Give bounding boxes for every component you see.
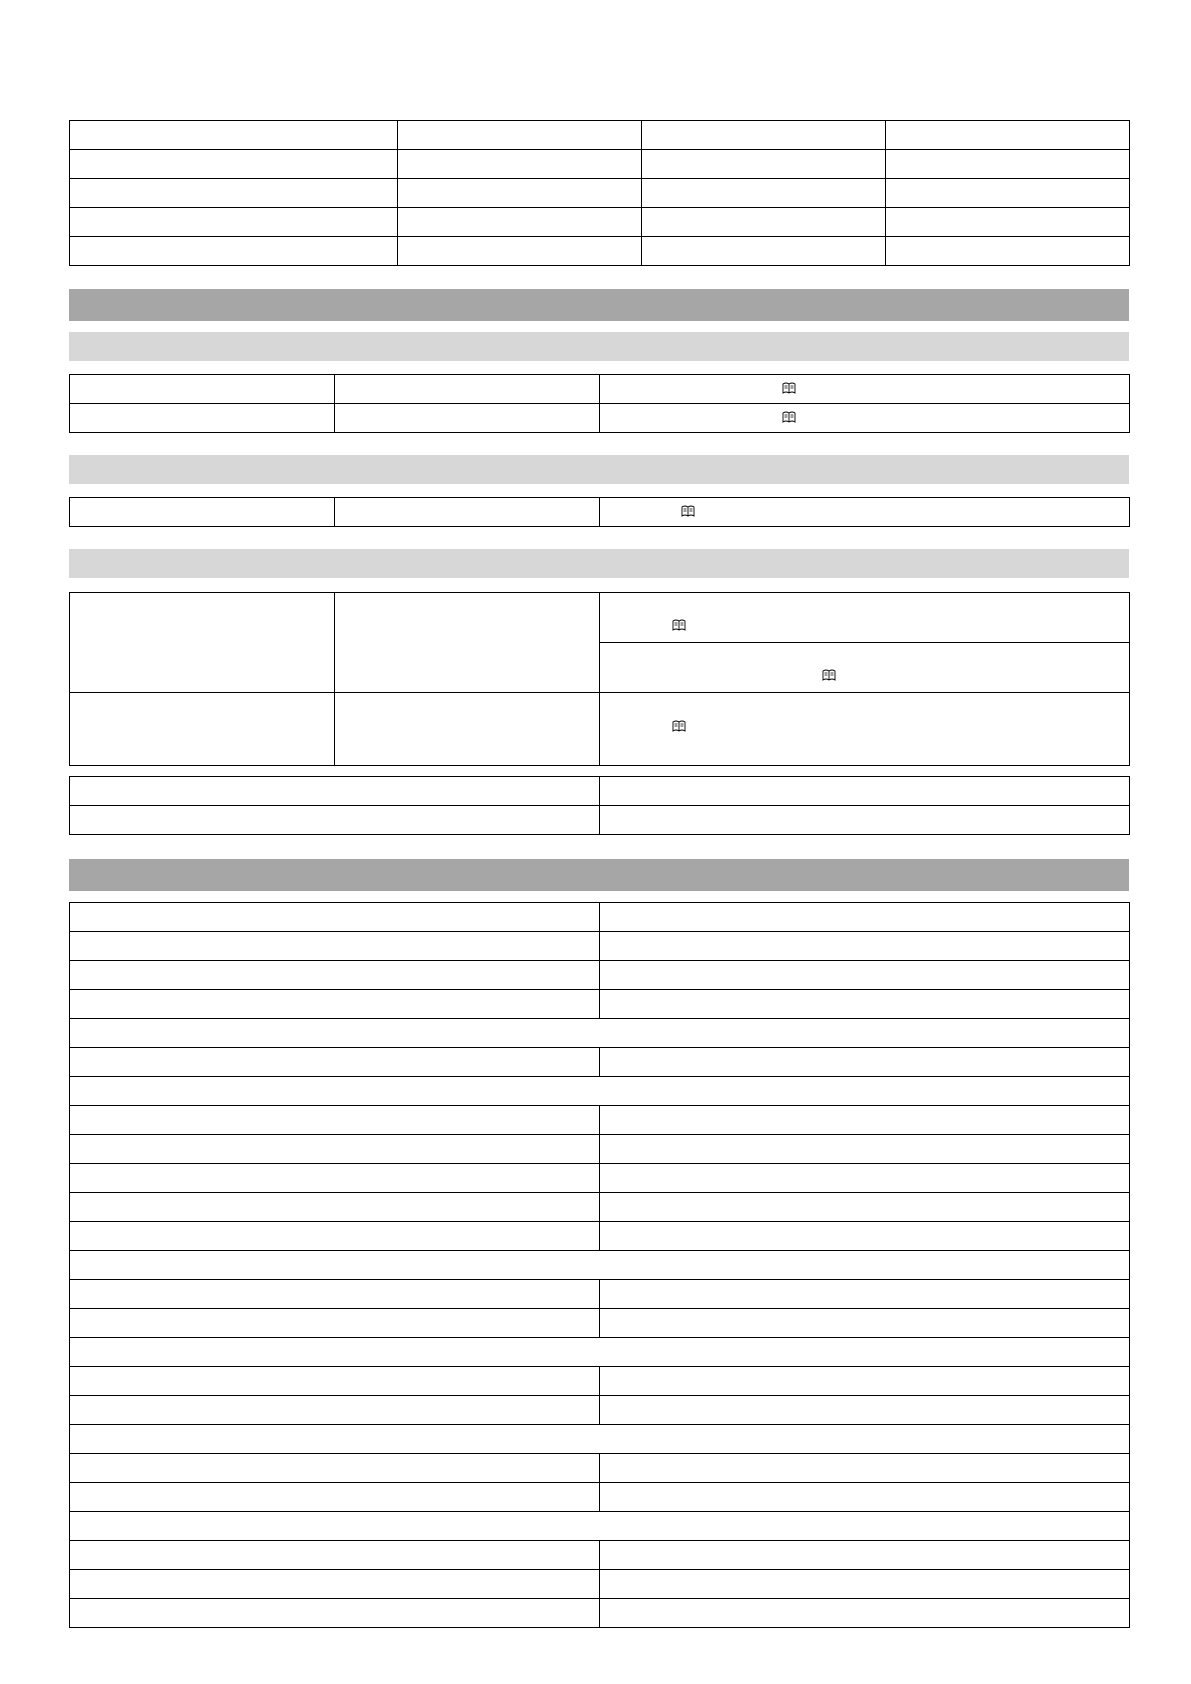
table-cell <box>70 1280 600 1309</box>
table-cell <box>70 777 600 806</box>
table-cell <box>70 237 398 266</box>
manual-reference-icon <box>782 411 796 423</box>
manual-reference-icon <box>672 619 686 631</box>
table-cell <box>70 693 335 766</box>
table-cell <box>335 404 600 433</box>
table-cell <box>600 1483 1130 1512</box>
table-cell <box>642 121 886 150</box>
table-cell <box>600 990 1130 1019</box>
table-row <box>70 237 1130 266</box>
table-cell <box>398 150 642 179</box>
table-cell <box>600 1396 1130 1425</box>
table-cell <box>70 1019 1130 1048</box>
table-row <box>70 693 1130 766</box>
table-cell <box>70 1396 600 1425</box>
table-cell <box>70 121 398 150</box>
table-cell <box>335 693 600 766</box>
table-cell <box>886 121 1130 150</box>
table-cell <box>600 404 1130 433</box>
table-row <box>70 1483 1130 1512</box>
table-cell <box>642 179 886 208</box>
table-cell <box>70 404 335 433</box>
table-row <box>70 1280 1130 1309</box>
table-row <box>70 1599 1130 1628</box>
table-cell <box>70 1309 600 1338</box>
table-cell <box>600 1164 1130 1193</box>
table-cell <box>600 932 1130 961</box>
table-cell <box>600 1309 1130 1338</box>
subsection-c-table <box>69 592 1130 766</box>
table-cell <box>70 806 600 835</box>
table-cell <box>398 179 642 208</box>
table-cell <box>70 1367 600 1396</box>
table-cell <box>600 777 1130 806</box>
table-cell <box>70 903 600 932</box>
table-row <box>70 990 1130 1019</box>
table-cell <box>600 1570 1130 1599</box>
table-cell <box>600 1367 1130 1396</box>
table-cell <box>600 903 1130 932</box>
table-row <box>70 932 1130 961</box>
table-cell <box>886 179 1130 208</box>
table-row <box>70 1193 1130 1222</box>
table-cell <box>70 1048 600 1077</box>
table-cell <box>600 1454 1130 1483</box>
table-cell <box>70 375 335 404</box>
table-cell <box>600 961 1130 990</box>
table-cell <box>600 806 1130 835</box>
top-table <box>69 120 1130 266</box>
manual-reference-icon <box>822 669 836 681</box>
table-cell <box>600 375 1130 404</box>
table-cell <box>600 1193 1130 1222</box>
table-cell <box>70 1541 600 1570</box>
subsection-b-header <box>69 455 1129 484</box>
table-cell <box>600 1135 1130 1164</box>
table-row <box>70 777 1130 806</box>
table-row <box>70 961 1130 990</box>
table-cell <box>600 1541 1130 1570</box>
table-cell <box>600 1280 1130 1309</box>
table-row <box>70 121 1130 150</box>
table-cell <box>70 961 600 990</box>
table-row <box>70 806 1130 835</box>
table-row <box>70 1454 1130 1483</box>
table-cell <box>398 237 642 266</box>
table-cell <box>70 593 335 693</box>
table-cell <box>600 643 1130 693</box>
table-group-row <box>70 1512 1130 1541</box>
table-row <box>70 1367 1130 1396</box>
table-cell <box>398 208 642 237</box>
table-cell <box>70 1512 1130 1541</box>
table-cell <box>70 1483 600 1512</box>
section-1-header <box>69 289 1129 321</box>
table-cell <box>886 150 1130 179</box>
table-cell <box>600 1222 1130 1251</box>
table-row <box>70 179 1130 208</box>
manual-reference-icon <box>672 720 686 732</box>
table-cell <box>70 1222 600 1251</box>
table-cell <box>70 498 335 527</box>
subsection-c-header <box>69 549 1129 578</box>
table-row <box>70 1164 1130 1193</box>
table-cell <box>600 593 1130 643</box>
table-cell <box>335 593 600 693</box>
table-cell <box>70 1338 1130 1367</box>
table-cell <box>70 150 398 179</box>
subsection-c-pair-table <box>69 776 1130 835</box>
table-row <box>70 1570 1130 1599</box>
table-row <box>70 375 1130 404</box>
table-cell <box>600 1599 1130 1628</box>
table-row <box>70 1135 1130 1164</box>
table-cell <box>642 208 886 237</box>
table-row <box>70 593 1130 643</box>
table-row <box>70 1309 1130 1338</box>
manual-reference-icon <box>681 505 695 517</box>
table-cell <box>70 1599 600 1628</box>
table-cell <box>600 693 1130 766</box>
table-cell <box>70 208 398 237</box>
table-group-row <box>70 1338 1130 1367</box>
table-row <box>70 1048 1130 1077</box>
table-row <box>70 498 1130 527</box>
section-2-table <box>69 902 1130 1628</box>
table-cell <box>70 179 398 208</box>
table-row <box>70 404 1130 433</box>
manual-reference-icon <box>782 382 796 394</box>
table-row <box>70 1106 1130 1135</box>
table-cell <box>886 237 1130 266</box>
table-group-row <box>70 1019 1130 1048</box>
table-cell <box>70 1425 1130 1454</box>
table-row <box>70 208 1130 237</box>
table-cell <box>642 237 886 266</box>
table-cell <box>70 932 600 961</box>
table-cell <box>398 121 642 150</box>
table-row <box>70 1541 1130 1570</box>
table-row <box>70 150 1130 179</box>
subsection-a-header <box>69 332 1129 361</box>
table-cell <box>335 375 600 404</box>
table-cell <box>70 1077 1130 1106</box>
table-cell <box>70 1454 600 1483</box>
table-cell <box>70 1193 600 1222</box>
subsection-b-table <box>69 497 1130 527</box>
table-cell <box>70 1135 600 1164</box>
table-group-row <box>70 1077 1130 1106</box>
table-cell <box>70 990 600 1019</box>
table-cell <box>886 208 1130 237</box>
table-cell <box>600 498 1130 527</box>
table-cell <box>600 1048 1130 1077</box>
table-group-row <box>70 1425 1130 1454</box>
table-cell <box>642 150 886 179</box>
table-group-row <box>70 1251 1130 1280</box>
table-cell <box>335 498 600 527</box>
table-cell <box>70 1251 1130 1280</box>
table-cell <box>70 1570 600 1599</box>
subsection-a-table <box>69 374 1130 433</box>
table-cell <box>70 1106 600 1135</box>
table-row <box>70 903 1130 932</box>
table-cell <box>600 1106 1130 1135</box>
table-row <box>70 1222 1130 1251</box>
table-row <box>70 1396 1130 1425</box>
table-cell <box>70 1164 600 1193</box>
section-2-header <box>69 859 1129 891</box>
